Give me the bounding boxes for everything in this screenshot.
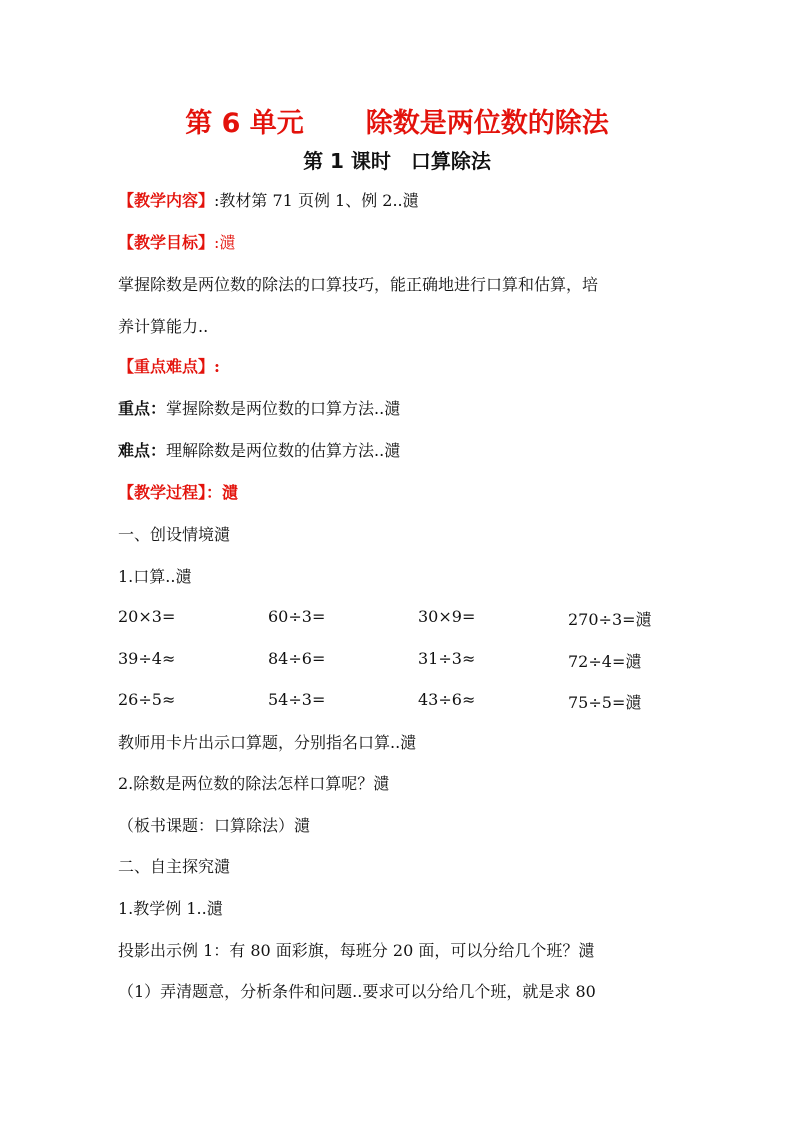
unit-title: [0, 101, 794, 140]
goal-label: 【教学目标】: [118, 233, 215, 252]
key-point-text: 掌握除数是两位数的口算方法..瀢: [166, 399, 401, 418]
unit-number: 第 6 单元: [185, 108, 304, 139]
oral-cell: 43÷6≈: [418, 690, 476, 709]
goal-line-2: 养计算能力..: [118, 317, 209, 336]
oral-cell: 54÷3=: [268, 690, 326, 709]
oral-cell: 84÷6=: [268, 649, 326, 668]
card-instruction: 教师用卡片出示口算题，分别指名口算..瀢: [118, 733, 417, 752]
keypoints-suffix: :: [214, 357, 220, 376]
keypoints-heading: [118, 357, 220, 377]
oral-cell: 72÷4=瀢: [568, 652, 642, 671]
section-2-heading: 二、自主探究瀢: [118, 857, 231, 876]
key-point-line: [118, 399, 400, 419]
oral-row-3: [118, 690, 678, 710]
oral-row-1: [118, 607, 678, 627]
process-label: 【教学过程】: [118, 483, 207, 502]
oral-cell: 20×3=: [118, 607, 176, 626]
content-label: 【教学内容】: [118, 191, 215, 210]
oral-cell: 270÷3=瀢: [568, 610, 652, 629]
content-line: [118, 191, 419, 211]
goal-heading: [118, 233, 235, 253]
process-heading: [118, 483, 238, 503]
oral-cell: 39÷4≈: [118, 649, 176, 668]
content-text: :教材第 71 页例 1、例 2..瀢: [214, 191, 419, 210]
oral-cell: 30×9=: [418, 607, 476, 626]
process-suffix: ：瀢: [206, 483, 239, 502]
unit-name: 除数是两位数的除法: [365, 108, 609, 139]
lesson-name: 口算除法: [410, 149, 491, 173]
goal-line-1: 掌握除数是两位数的除法的口算技巧，能正确地进行口算和估算，培: [118, 275, 599, 294]
oral-cell: 60÷3=: [268, 607, 326, 626]
board-topic: （板书课题：口算除法）瀢: [118, 816, 311, 835]
lesson-number: 第 1 课时: [303, 149, 391, 173]
goal-suffix: :瀢: [214, 233, 236, 252]
oral-cell: 31÷3≈: [418, 649, 476, 668]
item-example-1: 1.教学例 1..瀢: [118, 899, 223, 918]
item-1-oral: 1.口算..瀢: [118, 567, 192, 586]
step-1-text: （1）弄清题意，分析条件和问题..要求可以分给几个班，就是求 80: [118, 982, 596, 1001]
section-1-heading: 一、创设情境瀢: [118, 525, 231, 544]
lesson-title: [0, 145, 794, 174]
oral-cell: 75÷5=瀢: [568, 693, 642, 712]
difficulty-line: [118, 441, 400, 461]
example-1-text: 投影出示例 1：有 80 面彩旗，每班分 20 面，可以分给几个班？瀢: [118, 941, 595, 960]
key-point-label: 重点：: [118, 399, 167, 418]
oral-row-2: [118, 649, 678, 669]
question-2: 2.除数是两位数的除法怎样口算呢？瀢: [118, 774, 390, 793]
difficulty-text: 理解除数是两位数的估算方法..瀢: [166, 441, 401, 460]
keypoints-label: 【重点难点】: [118, 357, 215, 376]
difficulty-label: 难点：: [118, 441, 167, 460]
oral-cell: 26÷5≈: [118, 690, 176, 709]
